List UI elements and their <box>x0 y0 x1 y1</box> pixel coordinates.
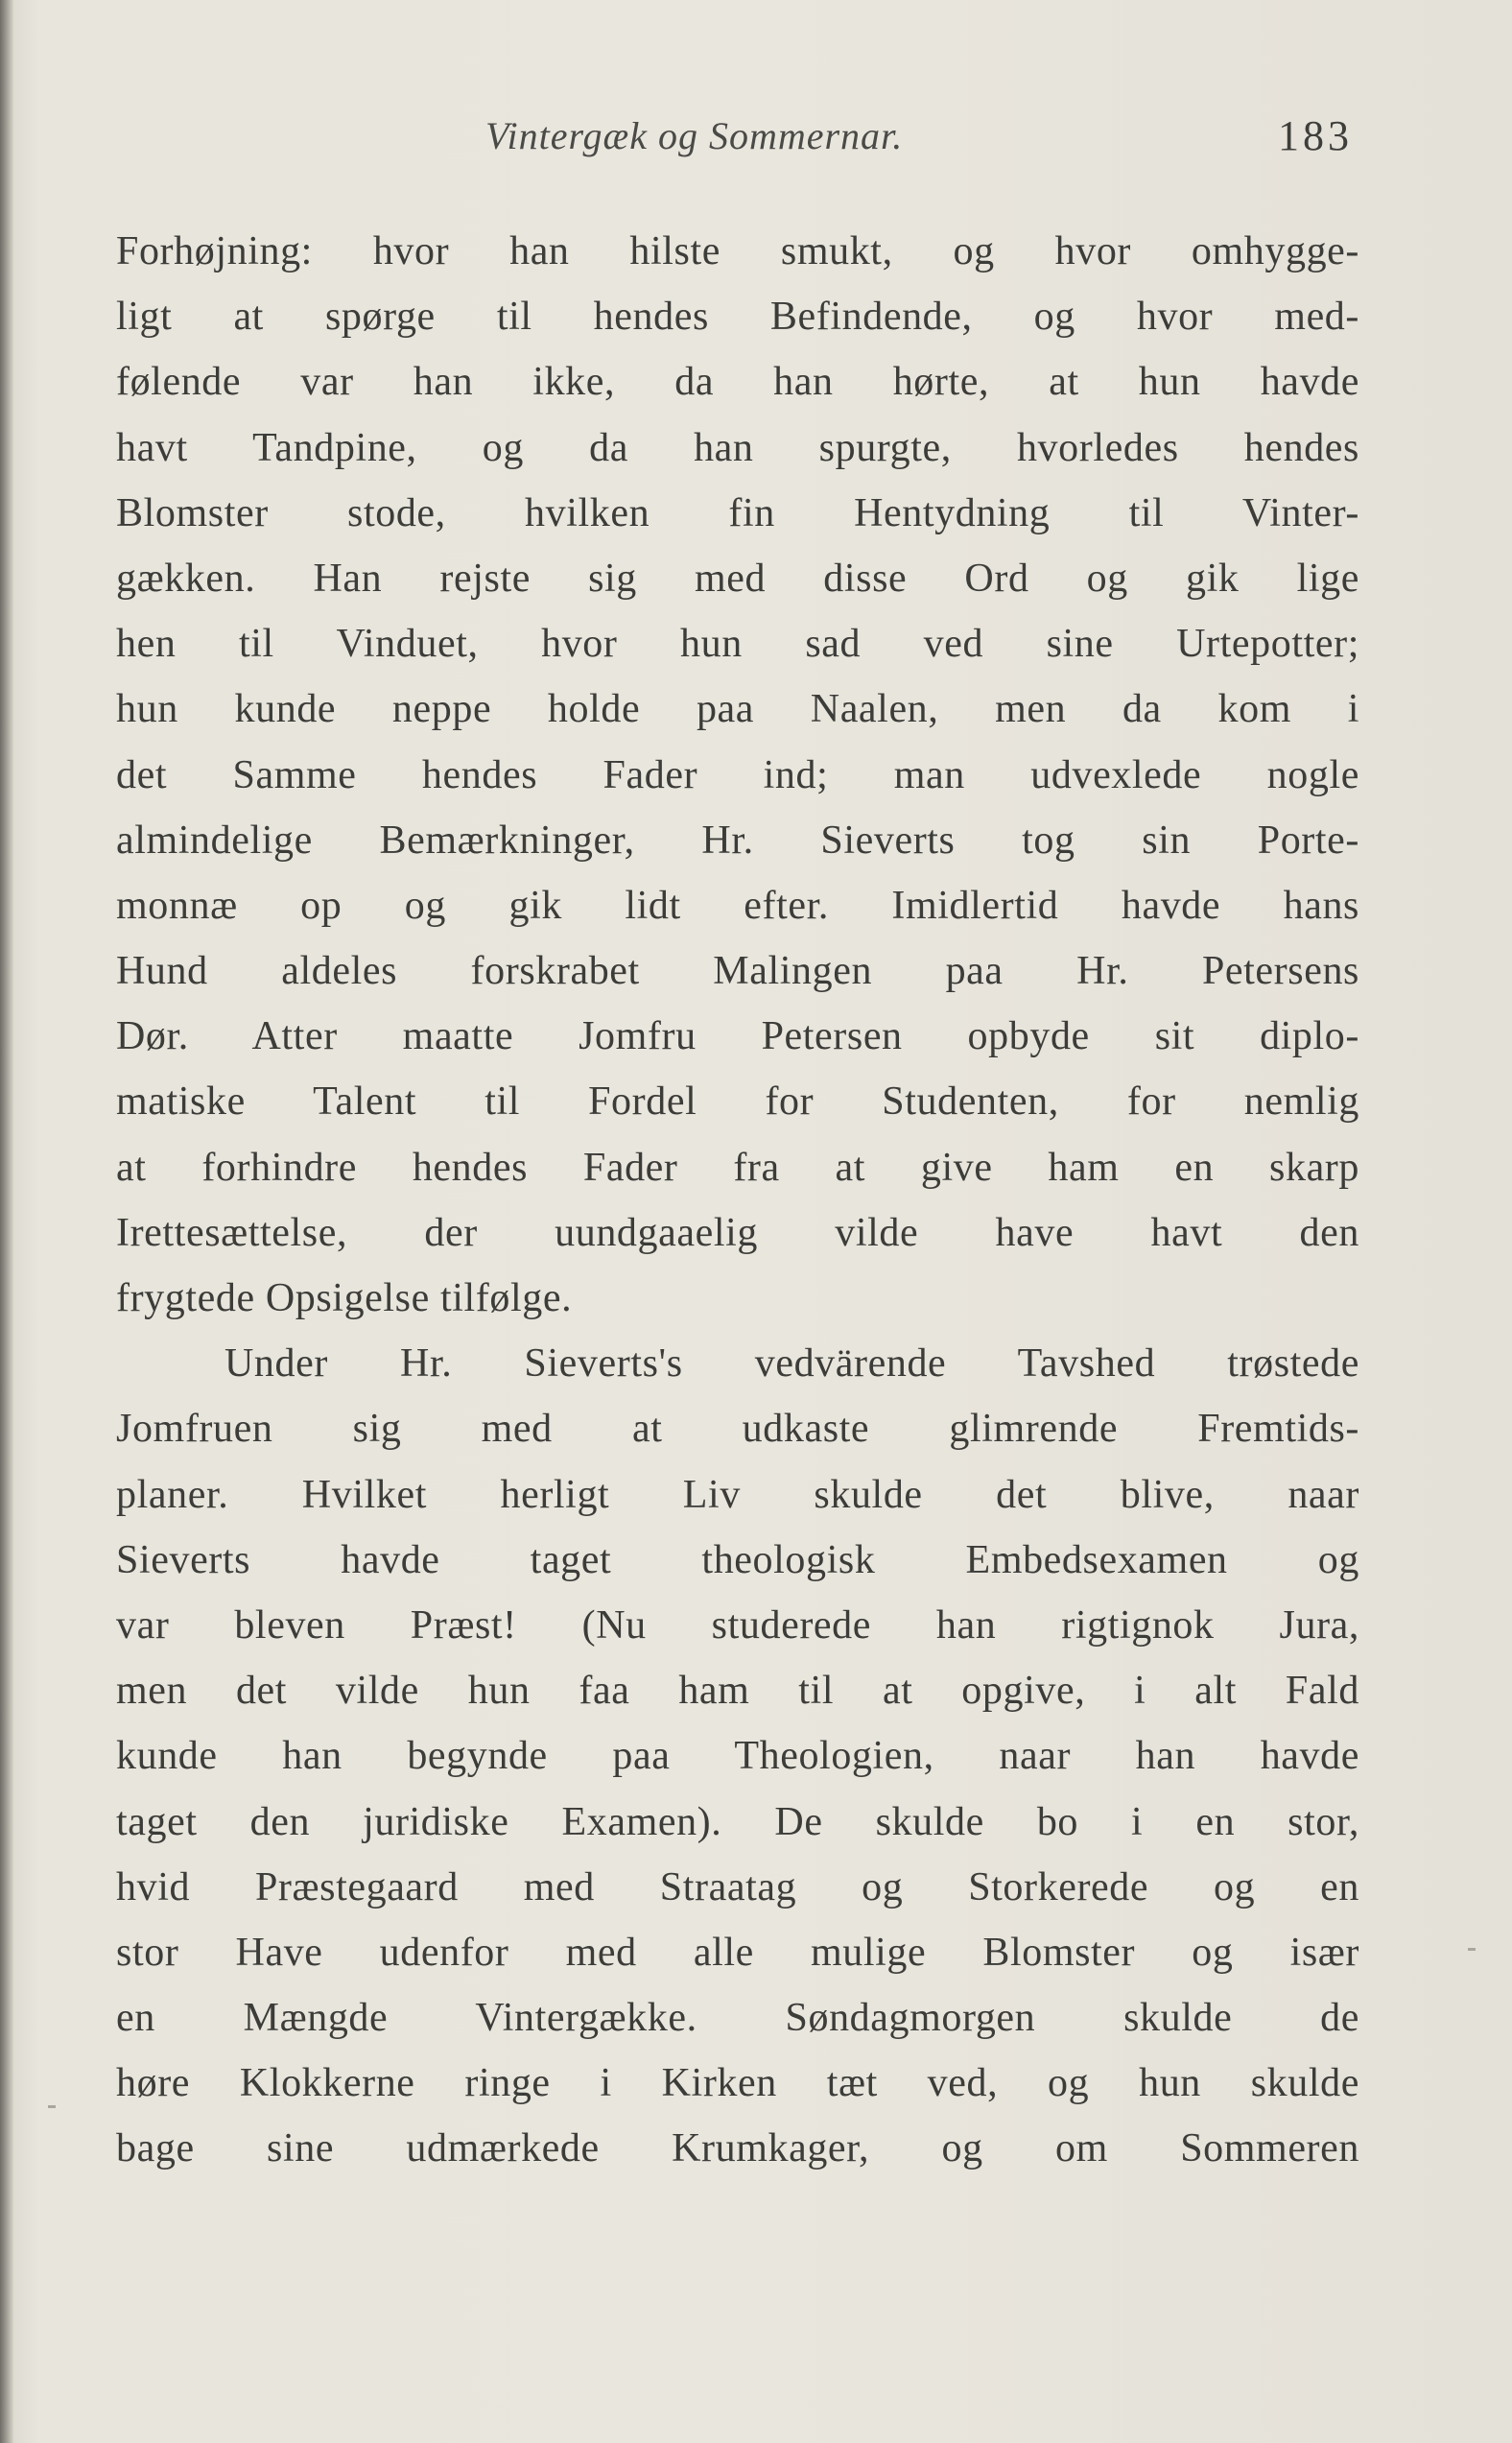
page-number: 183 <box>1278 112 1353 159</box>
text-line: Forhøjning: hvor han hilste smukt, og hvor omhygge- <box>116 229 1359 273</box>
running-title: Vintergæk og Sommernar. <box>485 114 904 157</box>
text-line: monnæ op og gik lidt efter. Imidlertid havde hans <box>116 883 1359 928</box>
text-line: det Samme hendes Fader ind; man udvexlede nogle <box>116 752 1359 797</box>
paragraph-end-line: frygtede Opsigelse tilfølge. <box>116 1276 573 1320</box>
text-line: hen til Vinduet, hvor hun sad ved sine Urtepotter; <box>116 622 1359 667</box>
text-line: Dør. Atter maatte Jomfru Petersen opbyde sit diplo- <box>116 1014 1359 1059</box>
text-line: Hund aldeles forskrabet Malingen paa Hr. Petersens <box>116 949 1359 994</box>
text-line: hun kunde neppe holde paa Naalen, men da kom i <box>116 687 1359 732</box>
text-line: kunde han begynde paa Theologien, naar han havde <box>116 1734 1359 1779</box>
text-line: almindelige Bemærkninger, Hr. Sieverts tog sin Porte- <box>116 818 1359 863</box>
running-head <box>0 113 1512 171</box>
text-line: stor Have udenfor med alle mulige Blomster og især <box>116 1930 1359 1975</box>
text-line: høre Klokkerne ringe i Kirken tæt ved, og hun skulde <box>116 2061 1359 2106</box>
margin-speck <box>48 2105 56 2108</box>
text-line: var bleven Præst! (Nu studerede han rigtignok Jura, <box>116 1602 1359 1648</box>
text-line: havt Tandpine, og da han spurgte, hvorledes hendes <box>116 425 1359 470</box>
text-line: hvid Præstegaard med Straatag og Storkerede og en <box>116 1864 1359 1909</box>
text-line: gækken. Han rejste sig med disse Ord og gik lige <box>116 556 1359 601</box>
text-line: Irettesættelse, der uundgaaelig vilde have havt den <box>116 1210 1359 1255</box>
text-line: Sieverts havde taget theologisk Embedsexamen og <box>116 1537 1359 1582</box>
text-line: en Mængde Vintergække. Søndagmorgen skulde de <box>116 1996 1359 2041</box>
margin-speck <box>1468 1948 1476 1951</box>
text-line: planer. Hvilket herligt Liv skulde det blive, naar <box>116 1472 1359 1517</box>
text-line: følende var han ikke, da han hørte, at hun havde <box>116 360 1359 405</box>
paragraph-start-line: Under Hr. Sieverts's vedvärende Tavshed trøstede <box>224 1341 1359 1387</box>
text-line: ligt at spørge til hendes Befindende, og hvor med- <box>116 295 1359 340</box>
text-line: taget den juridiske Examen). De skulde bo i en stor, <box>116 1799 1359 1844</box>
text-line: matiske Talent til Fordel for Studenten, for nemlig <box>116 1079 1359 1125</box>
text-line: Jomfruen sig med at udkaste glimrende Fremtids- <box>116 1407 1359 1452</box>
text-line: at forhindre hendes Fader fra at give ham en skarp <box>116 1145 1359 1190</box>
text-line: men det vilde hun faa ham til at opgive, i alt Fald <box>116 1669 1359 1714</box>
body-text <box>116 219 1359 2182</box>
text-line: bage sine udmærkede Krumkager, og om Sommeren <box>116 2126 1359 2171</box>
page-spine-edge <box>0 0 13 2443</box>
text-line: Blomster stode, hvilken fin Hentydning til Vinter- <box>116 490 1359 535</box>
